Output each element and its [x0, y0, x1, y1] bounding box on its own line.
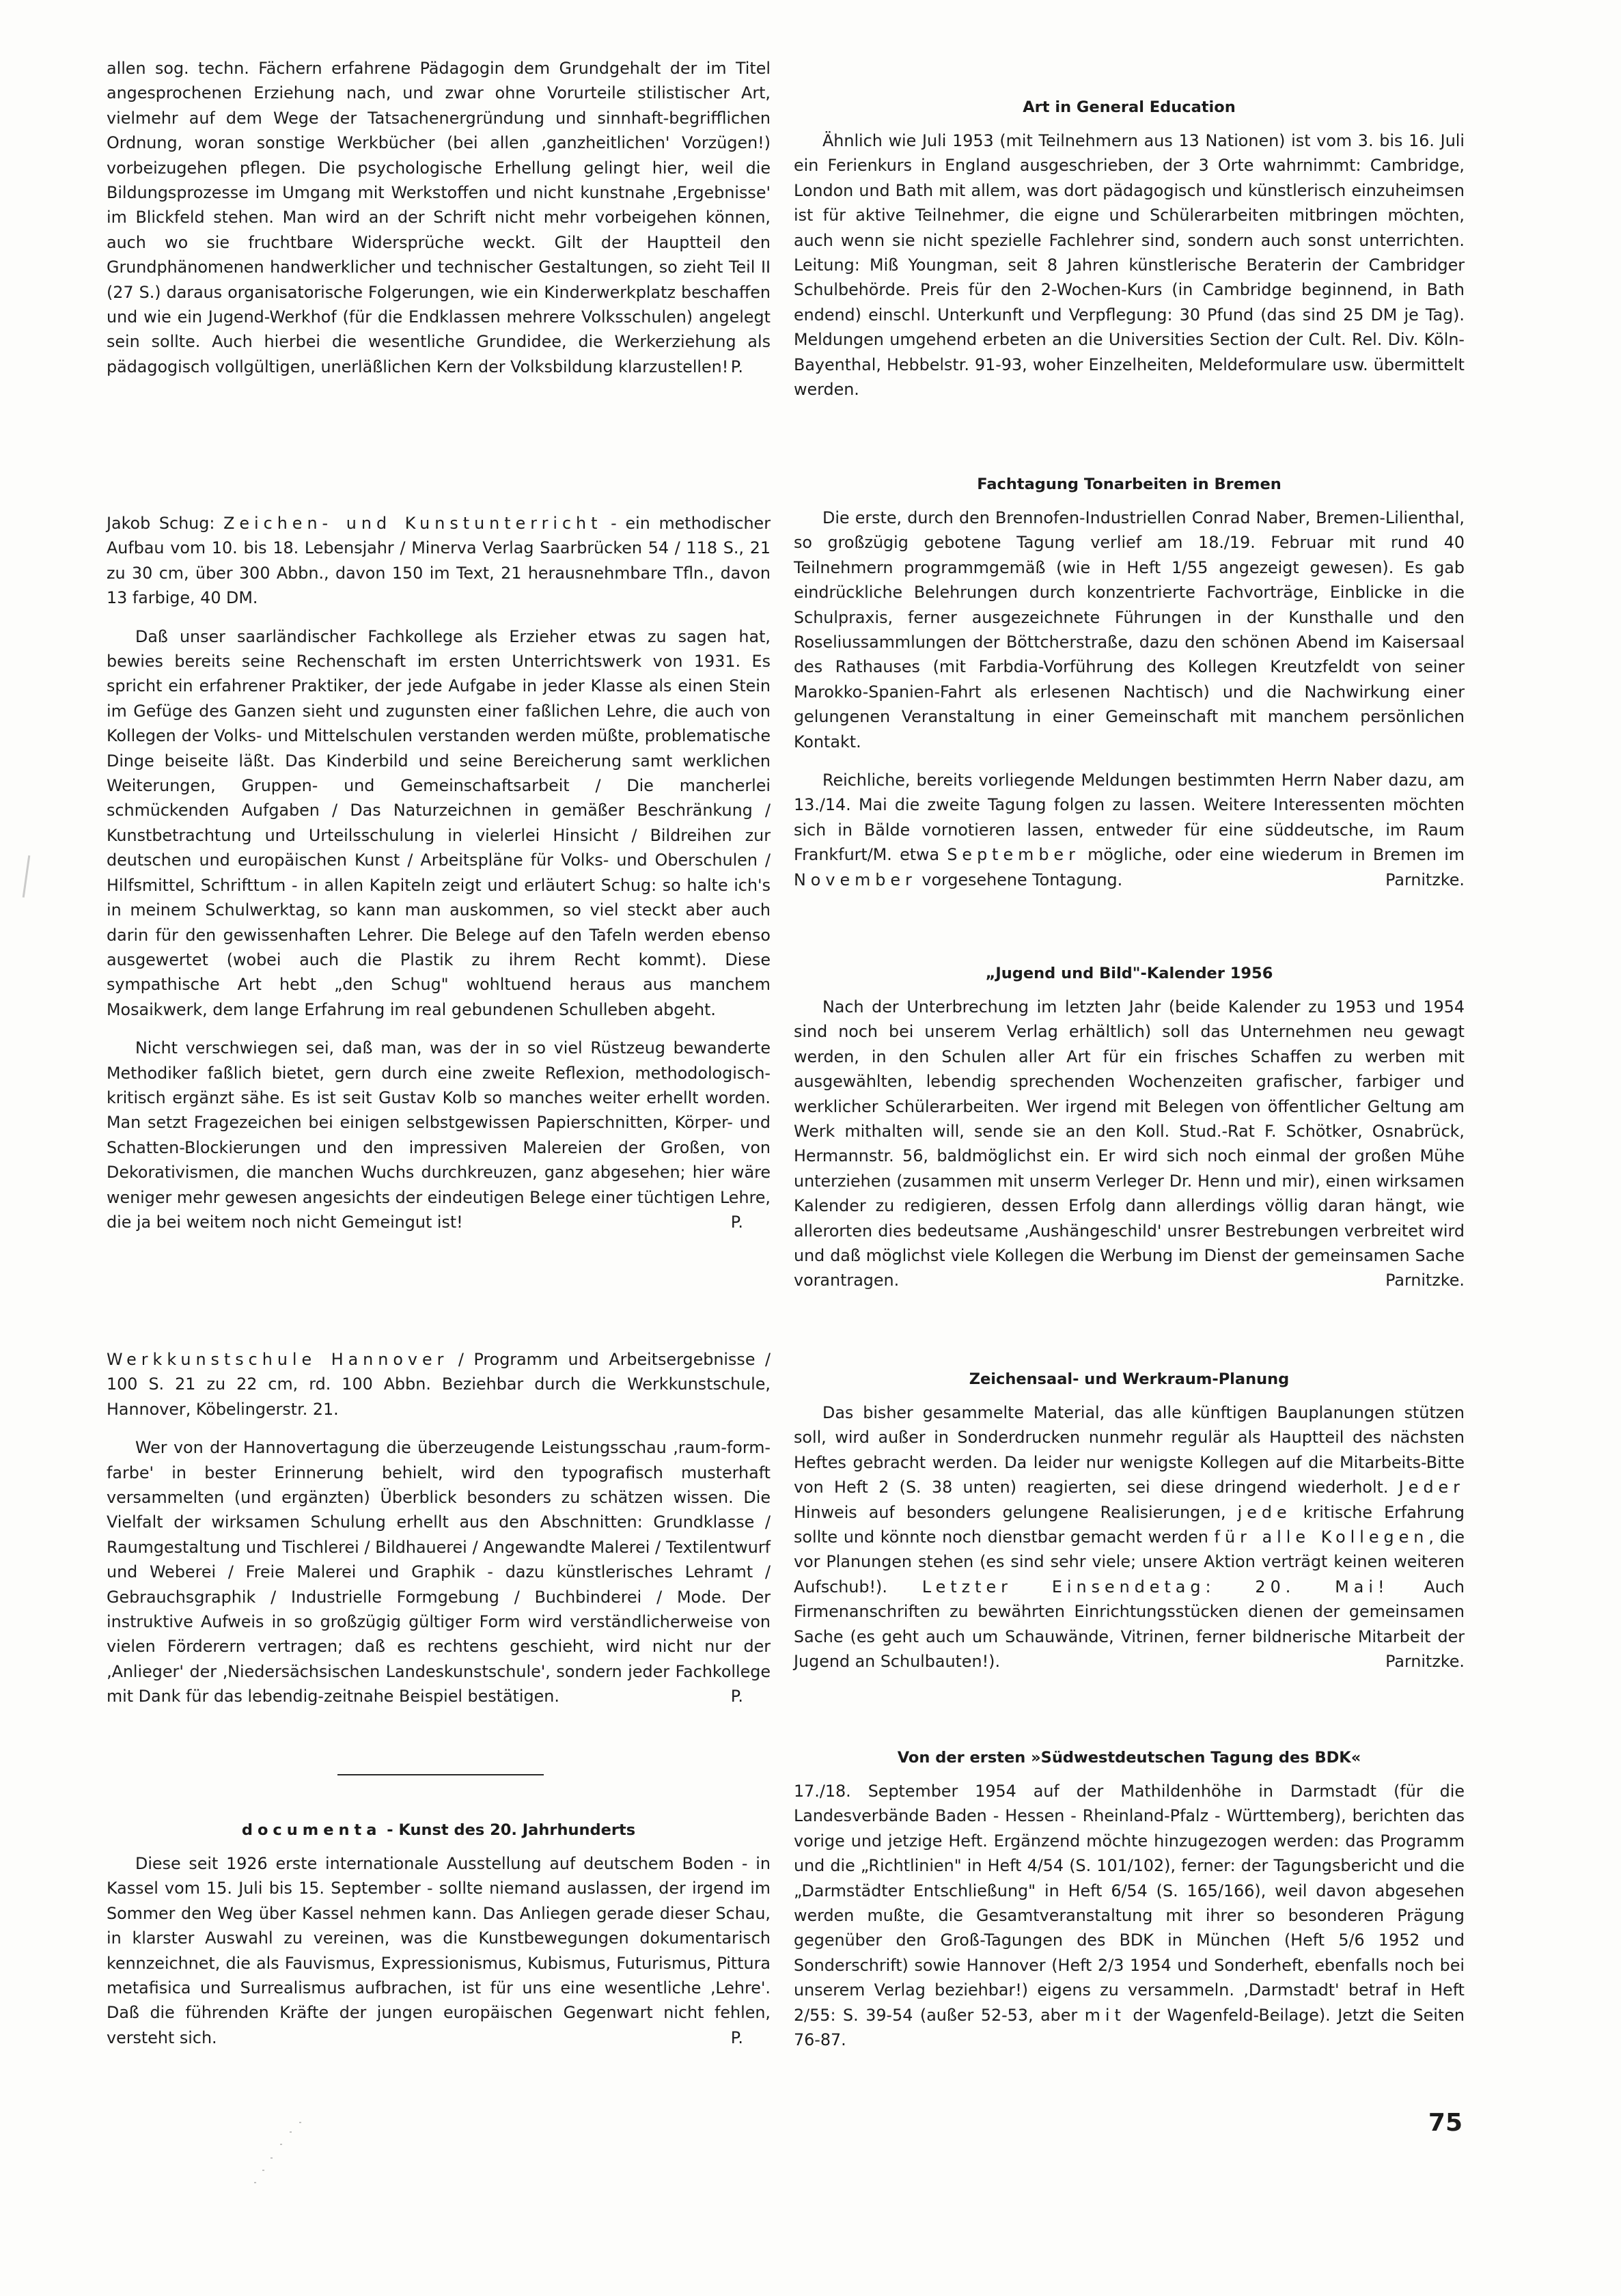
- scan-margin-mark: [23, 855, 31, 898]
- book-title: Werkkunstschule Hannover: [107, 1350, 449, 1369]
- review-schug: [107, 511, 771, 1248]
- review-werkkunstschule: [107, 1347, 771, 1723]
- section-heading: Art in General Education: [1023, 98, 1236, 116]
- article-jugend-und-bild: [794, 962, 1465, 1307]
- article-bdk-tagung: [794, 1746, 1465, 2066]
- signature: Parnitzke.: [1385, 1652, 1465, 1672]
- paragraph: Diese seit 1926 erste internationale Ausstellung auf deutschem Boden - in Kassel vom 15. Juli bis 15. September - sollte niemand auslassen, der irgend im Sommer den Weg über Kassel nehmen kann. Das Anliegen gerade dieser Schau, in klarster Auswahl zu vereinen, was die Kunstbewegungen dokumentarisch kennzeichnet, die als Fauvismus, Expressionismus, Kubismus, Futurismus, Pittura metafisica und Surrealismus aufbrachen, ist für uns eine wesentliche ‚Lehre'. Daß die führenden Kräfte der jungen europäischen Gegenwart nicht fehlen, versteht sich. P.: [107, 1851, 771, 2050]
- paragraph: Das bisher gesammelte Material, das alle künftigen Bauplanungen stützen soll, wird außer in Sonderdrucken nunmehr regulär als Hauptteil des nächsten Heftes gebracht werden. Da leider nur wenigste Kollegen auf die Mitarbeits-Bitte von Heft 2 (S. 38 unten) reagierten, sei diese dringend wiederholt. Jeder Hinweis auf besonders gelungene Realisierungen, jede kritische Erfahrung sollte und könnte noch dienstbar gemacht werden für alle Kollegen, die vor Planungen stehen (es sind sehr viele; unsere Aktion verträgt keinen weiteren Aufschub!). Letzter Einsendetag: 20. Mai! Auch Firmenanschriften zu bewährten Einrichtungsstücken dienen der gemeinsamen Sache (es geht auch um Schauwände, Vitrinen, ferner bildnerische Mitarbeit der Jugend an Schulbauten!). Parnitzke.: [794, 1400, 1465, 1674]
- book-title: Zeichen- und Kunstunterricht: [223, 514, 602, 533]
- signature: P.: [730, 1212, 743, 1232]
- signature: P.: [730, 357, 743, 376]
- article-art-education: [794, 96, 1465, 415]
- paragraph: allen sog. techn. Fächern erfahrene Pädagogin dem Grundgehalt der im Titel angesprochenen Erziehung nach, und zwar ohne Vorurteile stilistischer Art, vielmehr auf dem Wege der Tatsachenergründung und sinnhaft-begrifflichen Ordnung, woran sonstige Werkbücher (bei allen ‚ganzheitlichen' Vorzügen!) vorbeizugehen pflegen. Die psychologische Erhellung gelingt hier, weil die Bildungsprozesse im Umgang mit Werkstoffen und nicht kunstnahe ‚Ergebnisse' im Blickfeld stehen. Man wird an der Schrift nicht mehr vorbeigehen können, auch wo sie fruchtbare Widersprüche weckt. Gilt der Hauptteil den Grundphänomenen handwerklicher und technischer Gestaltungen, so zieht Teil II (27 S.) daraus organisatorische Folgerungen, wie ein Kinderwerkplatz beschaffen und wie ein Jugend-Werkhof (für die Endklassen mehrere Volksschulen) angelegt sein sollte. Auch hierbei die wesentliche Grundidee, die Werkerziehung als pädagogisch vollgültigen, unerläßlichen Kern der Volksbildung klarzustellen! P.: [107, 56, 771, 379]
- paragraph: Reichliche, bereits vorliegende Meldungen bestimmten Herrn Naber dazu, am 13./14. Mai die zweite Tagung folgen zu lassen. Weitere Interessenten möchten sich in Bälde vornotieren lassen, entweder für eine süddeutsche, im Raum Frankfurt/M. etwa September mögliche, oder eine wiederum in Bremen im November vorgesehene Tontagung. Parnitzke.: [794, 768, 1465, 892]
- signature: Parnitzke.: [1385, 1271, 1465, 1290]
- section-heading: Fachtagung Tonarbeiten in Bremen: [977, 475, 1281, 493]
- paragraph: Nach der Unterbrechung im letzten Jahr (beide Kalender zu 1953 und 1954 sind noch bei unserem Verlag erhältlich) soll das Unternehmen neu gewagt werden, in den Schulen aller Art für ein frisches Schaffen zu werben mit ausgewählten, lebendig sprechenden Wochenzeiten grafischer, farbiger und werklicher Schülerarbeiten. Wer irgend mit Belegen von öffentlicher Geltung am Werk mithalten will, sende sie an den Koll. Stud.-Rat F. Schötker, Osnabrück, Hermannstr. 56, baldmöglichst ein. Er wird sich noch einmal der großen Mühe unterziehen (zusammen mit unserm Verleger Dr. Henn und mir), einen wirksamen Kalender zu redigieren, dessen Erfolg dann allerdings völlig daran hängt, wie allerorten dies bedeutsame ‚Aushängeschild' unsrer Bestrebungen verbreitet wird und daß möglichst viele Kollegen die Werbung im Dienst der gemeinsamen Sache vorantragen. Parnitzke.: [794, 995, 1465, 1293]
- paragraph: Die erste, durch den Brennofen-Industriellen Conrad Naber, Bremen-Lilienthal, so großzügig gebotene Tagung verlief am 18./19. Februar mit rund 40 Teilnehmern programmgemäß (wie in Heft 1/55 angezeigt gewesen). Es gab eindrückliche Belehrungen durch konzentrierte Fachvorträge, Einblicke in die Schulpraxis, ferner ausgezeichnete Führungen in der Kunsthalle und den Roseliussammlungen der Böttcherstraße, dazu den schönen Abend im Kaisersaal des Rathauses (mit Farbdia-Vorführung des Kollegen Kreutzfeldt von seiner Marokko-Spanien-Fahrt als erlesenen Nachtisch) und die Nachwirkung einer gelungenen Veranstaltung in einer Gemeinschaft mit manchem persönlichen Kontakt.: [794, 508, 1465, 751]
- paragraph: 17./18. September 1954 auf der Mathildenhöhe in Darmstadt (für die Landesverbände Baden - Hessen - Rheinland-Pfalz - Württemberg), berichten das vorige und jetzige Heft. Ergänzend möchte hinzugezogen werden: das Programm und die „Richtlinien" in Heft 4/54 (S. 101/102), ferner: der Tagungsbericht und die „Darmstädter Entschließung" in Heft 6/54 (S. 165/166), weil davon abgesehen werden mußte, die Gesamtveranstaltung mit ihrer so besonderen Prägung gegenüber den Groß-Tagungen des BDK in München (Heft 5/6 1952 und Sonderschrift) sowie Hannover (Heft 2/3 1954 und Sonderheft, ebenfalls noch bei unserem Verlag beziehbar!) eigens zu versammeln. ‚Darmstadt' betraf in Heft 2/55: S. 39-54 (außer 52-53, aber mit der Wagenfeld-Beilage). Jetzt die Seiten 76-87.: [794, 1782, 1465, 2050]
- signature: P.: [730, 1687, 743, 1706]
- article-documenta: [107, 1818, 771, 2064]
- section-heading: „Jugend und Bild"-Kalender 1956: [985, 965, 1273, 982]
- section-heading: Von der ersten »Südwestdeutschen Tagung des BDK«: [897, 1749, 1361, 1767]
- article-zeichensaal-planung: [794, 1368, 1465, 1687]
- section-heading: Zeichensaal- und Werkraum-Planung: [969, 1370, 1290, 1388]
- signature: P.: [730, 2028, 743, 2047]
- section-heading: documenta - Kunst des 20. Jahrhunderts: [241, 1821, 636, 1839]
- paragraph: Nicht verschwiegen sei, daß man, was der in so viel Rüstzeug bewanderte Methodiker faßlich bietet, gern durch eine zweite Reflexion, methodologisch-kritisch ergänzt sähe. Es ist seit Gustav Kolb so manches weiter erhellt worden. Man setzt Fragezeichen bei einigen selbstgewissen Papierschnitten, Körper- und Schatten-Blockierungen und den impressiven Malereien der Großen, von Dekorativismen, die manchen Wuchs durchkreuzen, ganz abgesehen; hier wäre weniger mehr gewesen angesichts der eindeutigen Belege einer tüchtigen Lehre, die ja bei weitem noch nicht Gemeingut ist! P.: [107, 1036, 771, 1234]
- article-tonarbeiten: [794, 473, 1465, 906]
- section-divider: [337, 1774, 544, 1775]
- page-number: 75: [1428, 2109, 1463, 2137]
- review-continuation: [107, 56, 771, 393]
- paragraph: Daß unser saarländischer Fachkollege als Erzieher etwas zu sagen hat, bewies bereits seine Rechenschaft im ersten Unterrichtswerk von 1931. Es spricht ein erfahrener Praktiker, der jede Aufgabe in jeder Klasse als einen Stein im Gefüge des Ganzen sieht und zugunsten einer faßlichen Lehre, die auch von Kollegen der Volks- und Mittelschulen verstanden werden müßte, problematische Dinge beiseite läßt. Das Kinderbild und seine Bereicherung samt werklichen Weiterungen, Gruppen- und Gemeinschaftsarbeit / Die mancherlei schmückenden Aufgaben / Das Naturzeichnen in gemäßer Beschränkung / Kunstbetrachtung und Urteilsschulung in vielerlei Hinsicht / Bildreihen zur deutschen und europäischen Kunst / Arbeitspläne für Volks- und Oberschulen / Hilfsmittel, Schrifttum - in allen Kapiteln zeigt und erläutert Schug: so halte ich's in meinem Schulwerktag, so kann man auskommen, so viel steckt aber auch darin für den gewissenhaften Lehrer. Die Belege auf den Tafeln werden ebenso ausgewertet (wobei auch die Plastik zu ihrem Recht kommt). Diese sympathische Art hebt „den Schug" wohltuend heraus aus manchem Mosaikwerk, dem lange Erfahrung im real gebundenen Schulleben abgeht.: [107, 626, 771, 1019]
- paragraph: Wer von der Hannovertagung die überzeugende Leistungsschau ‚raum-form-farbe' in bester Erinnerung behielt, wird den typografisch musterhaft versammelten (und ergänzten) Überblick besonders zu schätzen wissen. Die Vielfalt der wirksamen Schulung erhellt aus den Abschnitten: Grundklasse / Raumgestaltung und Tischlerei / Bildhauerei / Angewandte Malerei / Textilentwurf und Weberei / Freie Malerei und Graphik - dazu künstlerisches Lehramt / Gebrauchsgraphik / Industrielle Formgebung / Buchbinderei / Mode. Der instruktive Aufweis in so großzügig gültiger Form wird verständlicherweise von vielen Förderern vertragen; daß es rechtens geschieht, wird nicht nur der ‚Anlieger' der ‚Niedersächsischen Landeskunstschule', sondern jeder Fachkollege mit Dank für das lebendig-zeitnahe Beispiel bestätigen. P.: [107, 1435, 771, 1709]
- citation: Jakob Schug: Zeichen- und Kunstunterricht - ein methodischer Aufbau vom 10. bis 18. Lebensjahr / Minerva Verlag Saarbrücken 54 / 118 S., 21 zu 30 cm, über 300 Abbn., davon 150 im Text, 21 herausnehmbare Tfln., davon 13 farbige, 40 DM.: [107, 514, 771, 608]
- paragraph: Ähnlich wie Juli 1953 (mit Teilnehmern aus 13 Nationen) ist vom 3. bis 16. Juli ein Ferienkurs in England ausgeschrieben, der 3 Orte wahrnimmt: Cambridge, London und Bath mit allem, was dort pädagogisch und künstlerisch einzuheimsen ist für aktive Teilnehmer, die eigne und Schülerarbeiten mitbringen möchten, auch wenn sie nicht spezielle Fachlehrer sind, sondern auch sonst unterrichten. Leitung: Miß Youngman, seit 8 Jahren künstlerische Beraterin der Cambridger Schulbehörde. Preis für den 2-Wochen-Kurs (in Cambridge beginnend, in Bath endend) einschl. Unterkunft und Verpflegung: 30 Pfund (das sind 25 DM je Tag). Meldungen umgehend erbeten an die Universities Section der Cult. Rel. Div. Köln-Bayenthal, Hebbelstr. 91-93, woher Einzelheiten, Meldeformulare usw. übermittelt werden.: [794, 131, 1465, 400]
- citation: Werkkunstschule Hannover / Programm und Arbeitsergebnisse / 100 S. 21 zu 22 cm, rd. 100 Abbn. Beziehbar durch die Werkkunstschule, Hannover, Köbelingerstr. 21.: [107, 1350, 771, 1419]
- signature: Parnitzke.: [1385, 870, 1465, 889]
- scan-specks: [246, 2116, 328, 2191]
